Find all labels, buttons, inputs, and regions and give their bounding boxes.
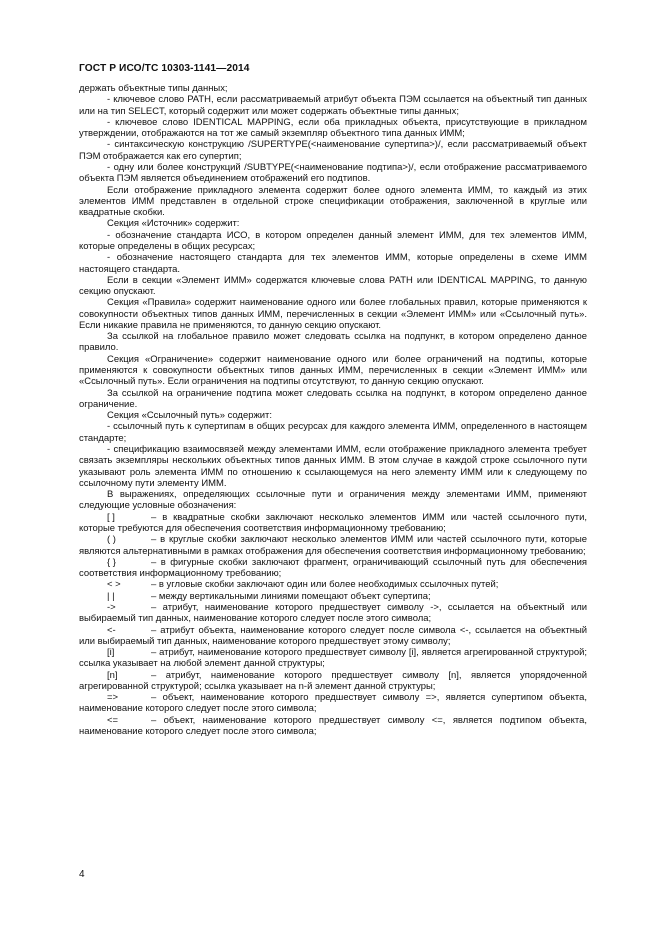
symbol: | | <box>107 590 115 602</box>
page-header: ГОСТ Р ИСО/ТС 10303-1141—2014 <box>79 63 250 74</box>
list-item: - обозначение стандарта ИСО, в котором определен данный элемент ИММ, для тех элементов ИММ, которые определены в общих ресурсах; <box>79 229 587 252</box>
paragraph: Если в секции «Элемент ИММ» содержатся ключевые слова PATH или IDENTICAL MAPPING, то данную секцию опускают. <box>79 274 587 298</box>
symbol-description: – объект, наименование которого предшествует символу =>, является супертипом объекта, наименование которого следует после этого символа; <box>79 692 587 715</box>
paragraph: За ссылкой на глобальное правило может следовать ссылка на подпункт, в котором определено данное правило. <box>79 331 587 354</box>
symbol-definition <box>79 579 587 590</box>
body-text <box>79 83 587 737</box>
symbol-description: – в угловые скобки заключают один или более необходимых ссылочных путей; <box>151 579 499 591</box>
symbol-description: – атрибут, наименование которого предшествует символу ->, ссылается на объектный или выбираемый тип данных, наименование которого следует после этого символа; <box>79 601 587 625</box>
list-item: - синтаксическую конструкцию /SUPERTYPE(<наименование супертипа>)/, если рассматриваемый объект ПЭМ отображается как его супертип; <box>79 139 587 162</box>
symbol: < > <box>107 579 121 591</box>
page-number: 4 <box>79 869 85 880</box>
symbol-definition <box>79 512 587 535</box>
paragraph: Если отображение прикладного элемента содержит более одного элемента ИММ, то каждый из этих элементов ИММ представлен в отдельной строке спецификации отображения, заключенной в круглые или квадратные скобки. <box>79 184 587 219</box>
symbol-definition <box>79 625 587 648</box>
list-item: - ссылочный путь к супертипам в общих ресурсах для каждого элемента ИММ, определенного в настоящем стандарте; <box>79 421 587 444</box>
symbol: [ ] <box>107 511 115 523</box>
paragraph: держать объектные типы данных; <box>79 83 228 94</box>
symbol-description: – в фигурные скобки заключают фрагмент, ограничивающий ссылочный путь для обеспечения соответствия информационному требованию; <box>79 556 587 580</box>
list-item: - одну или более конструкций /SUBTYPE(<наименование подтипа>)/, если отображение рассматриваемого объекта ПЭМ является объединением отображений его подтипов. <box>79 161 587 185</box>
symbol: => <box>107 692 119 704</box>
symbol-description: – атрибут, наименование которого предшествует символу [n], является упорядоченной агрегированной структурой; ссылка указывает на n-й элемент данной структуры; <box>79 669 587 692</box>
symbol-definition <box>79 602 587 625</box>
paragraph: Секция «Ссылочный путь» содержит: <box>107 410 272 422</box>
paragraph: Секция «Правила» содержит наименование одного или более глобальных правил, которые применяются к совокупности объектных типов данных ИММ, перечисленных в секции «Элемент ИММ» или «Ссылочный путь». Если никакие правила не применяются, то данную секцию опускают. <box>79 297 587 331</box>
symbol-definition <box>79 647 587 670</box>
symbol: <= <box>107 714 119 726</box>
paragraph: В выражениях, определяющих ссылочные пути и ограничения между элементами ИММ, применяют следующие условные обозначения: <box>79 489 587 512</box>
symbol: <- <box>107 624 116 636</box>
symbol-definition <box>79 557 587 580</box>
list-item: - обозначение настоящего стандарта для тех элементов ИММ, которые определены в схеме ИММ настоящего стандарта. <box>79 252 587 275</box>
symbol-description: – в круглые скобки заключают несколько элементов ИММ или частей ссылочного пути, которые являются альтернативными в рамках отображения для обеспечения соответствия информационному требованию; <box>79 534 587 557</box>
symbol: -> <box>107 601 116 613</box>
list-item: - ключевое слово PATH, если рассматриваемый атрибут объекта ПЭМ ссылается на объектный тип данных или на тип SELECT, который содержит или может содержать объектные типы данных; <box>79 94 587 117</box>
symbol-definition <box>79 692 587 715</box>
symbol-description: – атрибут, наименование которого предшествует символу [i], является агрегированной структурой; ссылка указывает на любой элемент данной структуры; <box>79 647 587 670</box>
paragraph: За ссылкой на ограничение подтипа может следовать ссылка на подпункт, в котором определено данное ограничение. <box>79 387 587 410</box>
symbol-description: – между вертикальными линиями помещают объект супертипа; <box>151 590 431 602</box>
symbol-description: – атрибут объекта, наименование которого следует после символа <-, ссылается на объектный или выбираемый тип данных, наименование которого предшествует этому символу; <box>79 624 587 647</box>
symbol: ( ) <box>107 534 116 546</box>
symbol-definition <box>79 670 587 693</box>
paragraph: Секция «Источник» содержит: <box>107 218 240 230</box>
list-item: - ключевое слово IDENTICAL MAPPING, если оба прикладных объекта, присутствующие в прикладном утверждении, отображаются на тот же самый экземпляр объектного типа данных ИММ; <box>79 116 587 140</box>
symbol-definition <box>79 715 587 738</box>
symbol: [n] <box>107 669 118 681</box>
symbol: { } <box>107 556 116 568</box>
symbol-definition <box>79 534 587 557</box>
symbol-description: – объект, наименование которого предшествует символу <=, является подтипом объекта, наименование которого следует после этого символа; <box>79 714 587 738</box>
symbol-description: – в квадратные скобки заключают несколько элементов ИММ или частей ссылочного пути, которые требуются для обеспечения соответствия информационному требованию; <box>79 511 587 534</box>
paragraph: Секция «Ограничение» содержит наименование одного или более ограничений на подтипы, которые применяются к совокупности объектных типов данных ИММ, перечисленных в секции «Элемент ИММ» или «Ссылочный путь». Если ограничения на подтипы отсутствуют, то данную секцию опускают. <box>79 353 587 388</box>
list-item: - спецификацию взаимосвязей между элементами ИММ, если отображение прикладного элемента требует связать экземпляры нескольких объектных типов данных ИММ. В этом случае в каждой строке ссылочного пути указывают роль элемента ИММ по отношению к ссылающемуся на него элементу ИММ или к следующему по ссылочному пути элементу ИММ. <box>79 444 587 489</box>
symbol: [i] <box>107 647 115 659</box>
symbol-definition <box>79 591 587 602</box>
